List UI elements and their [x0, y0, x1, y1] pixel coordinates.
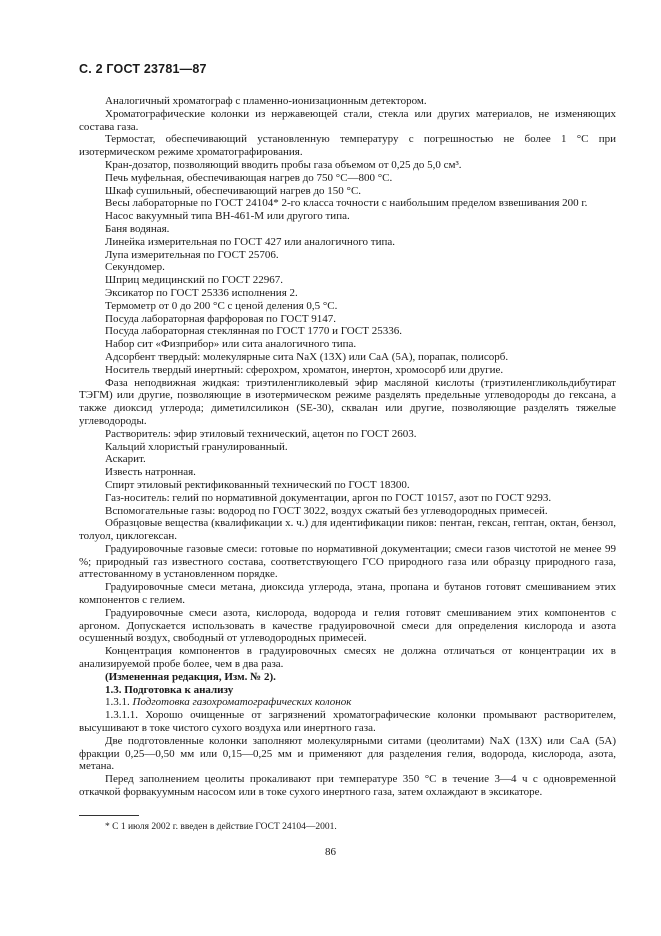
paragraph: Посуда лабораторная фарфоровая по ГОСТ 9147. — [105, 312, 337, 325]
paragraph: Набор сит «Физприбор» или сита аналогичного типа. — [105, 338, 357, 351]
paragraph: Термометр от 0 до 200 °С с ценой деления 0,5 °С. — [105, 299, 338, 312]
paragraph: Газ-носитель: гелий по нормативной документации, аргон по ГОСТ 10157, азот по ГОСТ 9293. — [105, 491, 552, 504]
paragraph: Две подготовленные колонки заполняют молекулярными ситами (цеолитами) NaX (13X) или СаА (5А) фракции 0,25—0,50 мм или 0,15—0,25 мм и применяют для разделения гелия, водорода, кислорода, азота, метана. — [79, 734, 616, 773]
subsection-heading — [79, 696, 616, 709]
paragraph: Кальций хлористый гранулированный. — [105, 440, 288, 453]
paragraph: Носитель твердый инертный: сферохром, хроматон, инертон, хромосорб или другие. — [105, 363, 504, 376]
footnote: * С 1 июля 2002 г. введен в действие ГОСТ 24104—2001. — [105, 822, 337, 832]
paragraph: Посуда лабораторная стеклянная по ГОСТ 1770 и ГОСТ 25336. — [105, 325, 402, 338]
paragraph: Растворитель: эфир этиловый технический, ацетон по ГОСТ 2603. — [105, 427, 417, 440]
paragraph: Весы лабораторные по ГОСТ 24104* 2-го класса точности с наибольшим пределом взвешивания 200 г. — [105, 197, 588, 210]
paragraph: Градуировочные смеси метана, диоксида углерода, этана, пропана и бутанов готовят смешиванием этих компонентов с гелием. — [79, 581, 616, 607]
paragraph: Перед заполнением цеолиты прокаливают при температуре 350 °С в течение 3—4 ч с одновременной откачкой форвакуумным насосом или в токе сухого инертного газа, затем охлаждают в эксикаторе. — [79, 773, 616, 799]
footnote-rule — [79, 815, 139, 816]
paragraph: Градуировочные газовые смеси: готовые по нормативной документации; смеси газов чистотой не менее 99 %; природный газ известного состава, соответствующего ГСО природного газа или образцу природного газа, аттестованному в установленном порядке. — [79, 542, 616, 581]
page-header: С. 2 ГОСТ 23781—87 — [79, 62, 207, 76]
paragraph: Шприц медицинский по ГОСТ 22967. — [105, 274, 283, 287]
paragraph: 1.3.1.1. Хорошо очищенные от загрязнений хроматографические колонки промывают растворителем, высушивают в токе чистого сухого воздуха или инертного газа. — [79, 709, 616, 735]
paragraph: Шкаф сушильный, обеспечивающий нагрев до 150 °С. — [105, 184, 362, 197]
paragraph: Насос вакуумный типа ВН-461-М или другого типа. — [105, 210, 350, 223]
amendment-note: (Измененная редакция, Изм. № 2). — [105, 670, 276, 683]
paragraph: Вспомогательные газы: водород по ГОСТ 3022, воздух сжатый без углеводородных примесей. — [105, 504, 548, 517]
paragraph: Адсорбент твердый: молекулярные сита NaX (13X) или СаА (5А), порапак, полисорб. — [105, 350, 509, 363]
paragraph: Аскарит. — [105, 453, 146, 466]
document-body — [79, 95, 616, 799]
subsection-number: 1.3.1. — [105, 696, 130, 709]
paragraph: Печь муфельная, обеспечивающая нагрев до 750 °С—800 °С. — [105, 171, 393, 184]
paragraph: Концентрация компонентов в градуировочных смесях не должна отличаться от концентрации их в анализируемой пробе более, чем в два раза. — [79, 645, 616, 671]
section-heading: 1.3. Подготовка к анализу — [105, 683, 234, 696]
paragraph: Аналогичный хроматограф с пламенно-ионизационным детектором. — [105, 95, 427, 107]
paragraph: Баня водяная. — [105, 222, 170, 235]
paragraph: Фаза неподвижная жидкая: триэтиленгликолевый эфир масляной кислоты (триэтиленгликольдибутират ТЭГМ) или другие, позволяющие в изотермическом режиме разделять предельные углеводороды до гексана, а также диоксид углерода; диметилсиликон (SE-30), сквалан или другие, позволяющие разделять тяжелые углеводороды. — [79, 376, 616, 427]
paragraph: Хроматографические колонки из нержавеющей стали, стекла или других материалов, не изменяющих состава газа. — [79, 107, 616, 133]
paragraph-list-2 — [79, 709, 616, 799]
paragraph: Кран-дозатор, позволяющий вводить пробы газа объемом от 0,25 до 5,0 см³. — [105, 158, 462, 171]
page-number: 86 — [325, 846, 336, 858]
paragraph: Градуировочные смеси азота, кислорода, водорода и гелия готовят смешиванием этих компонентов с аргоном. Допускается использовать в качестве градуировочной смеси для определения кислорода и азота осушенный воздух, свободный от углеводородных примесей. — [79, 606, 616, 645]
paragraph-list — [79, 95, 616, 671]
paragraph: Секундомер. — [105, 261, 165, 274]
paragraph: Лупа измерительная по ГОСТ 25706. — [105, 248, 279, 261]
paragraph: Эксикатор по ГОСТ 25336 исполнения 2. — [105, 286, 298, 299]
paragraph: Спирт этиловый ректификованный технический по ГОСТ 18300. — [105, 478, 410, 491]
subsection-title: Подготовка газохроматографических колонок — [132, 696, 352, 709]
paragraph: Известь натронная. — [105, 466, 196, 479]
paragraph: Линейка измерительная по ГОСТ 427 или аналогичного типа. — [105, 235, 396, 248]
paragraph: Термостат, обеспечивающий установленную температуру с погрешностью не более 1 °С при изотермическом режиме хроматографирования. — [79, 133, 616, 159]
paragraph: Образцовые вещества (квалификации х. ч.) для идентификации пиков: пентан, гексан, гептан, октан, бензол, толуол, циклогексан. — [79, 517, 616, 543]
